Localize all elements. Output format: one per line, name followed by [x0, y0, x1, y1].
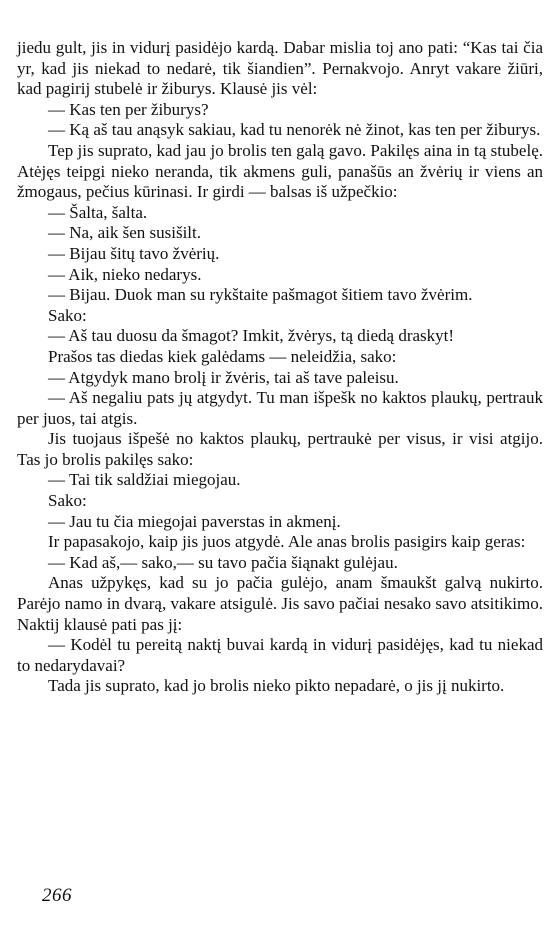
paragraph-1: jiedu gult, jis in vidurį pasidėjo kardą. Dabar mislia toj ano pati: “Kas tai čia yr, kad jis niekad to nedarė, tik šiandien”. Pernakvojo. Anryt vakare žiūri, kad pagirij stubelė ir žiburys. Klausė jis vėl:: [17, 38, 543, 99]
paragraph-10: Sako:: [48, 305, 87, 325]
paragraph-8: — Aik, nieko nedarys.: [48, 264, 202, 284]
paragraph-21: Anas užpykęs, kad su jo pačia gulėjo, anam šmaukšt galvą nukirto. Parėjo namo in dvarą, vakare atsigulė. Jis savo pačiai nesako savo atsitikimo. Naktij klausė pati pas jį:: [17, 573, 543, 634]
paragraph-9: — Bijau. Duok man su rykštaite pašmagot šitiem tavo žvėrim.: [48, 285, 473, 305]
paragraph-3: — Ką aš tau anąsyk sakiau, kad tu nenorėk nė žinot, kas ten per žiburys.: [48, 120, 541, 140]
paragraph-11: — Aš tau duosu da šmagot? Imkit, žvėrys, tą diedą draskyt!: [48, 326, 455, 346]
page-body: [17, 38, 543, 697]
paragraph-6: — Na, aik šen susišilt.: [48, 223, 201, 243]
paragraph-12: Prašos tas diedas kiek galėdams — neleidžia, sako:: [48, 346, 397, 366]
paragraph-16: — Tai tik saldžiai miegojau.: [48, 470, 241, 490]
paragraph-15: Jis tuojaus išpešė no kaktos plaukų, pertraukė per visus, ir visi atgijo. Tas jo brolis pakilęs sako:: [17, 429, 543, 469]
paragraph-22: — Kodėl tu pereitą naktį buvai kardą in vidurį pasidėjęs, kad tu niekad to nedarydavai?: [17, 635, 543, 675]
paragraph-20: — Kad aš,— sako,— su tavo pačia šiąnakt gulėjau.: [48, 552, 398, 572]
paragraph-14: — Aš negaliu pats jų atgydyt. Tu man išpešk no kaktos plaukų, pertrauk per juos, tai atgis.: [17, 388, 543, 428]
paragraph-2: — Kas ten per žiburys?: [48, 99, 209, 119]
paragraph-19: Ir papasakojo, kaip jis juos atgydė. Ale anas brolis pasigirs kaip geras:: [48, 532, 526, 552]
paragraph-13: — Atgydyk mano brolį ir žvėris, tai aš tave paleisu.: [48, 367, 399, 387]
paragraph-5: — Šalta, šalta.: [48, 202, 148, 222]
paragraph-4: Tep jis suprato, kad jau jo brolis ten galą gavo. Pakilęs aina in tą stubelę. Atėjęs teipgi nieko neranda, tik akmens guli, panašūs an žvėrių ir viens an žmogaus, pečius kūrinasi. Ir girdi — balsas iš užpečkio:: [17, 140, 543, 202]
paragraph-23: Tada jis suprato, kad jo brolis nieko pikto nepadarė, o jis jį nukirto.: [48, 676, 505, 696]
paragraph-18: — Jau tu čia miegojai paverstas in akmenį.: [48, 511, 341, 531]
page-number: 266: [42, 885, 72, 906]
paragraph-7: — Bijau šitų tavo žvėrių.: [48, 243, 220, 263]
paragraph-17: Sako:: [48, 491, 87, 511]
